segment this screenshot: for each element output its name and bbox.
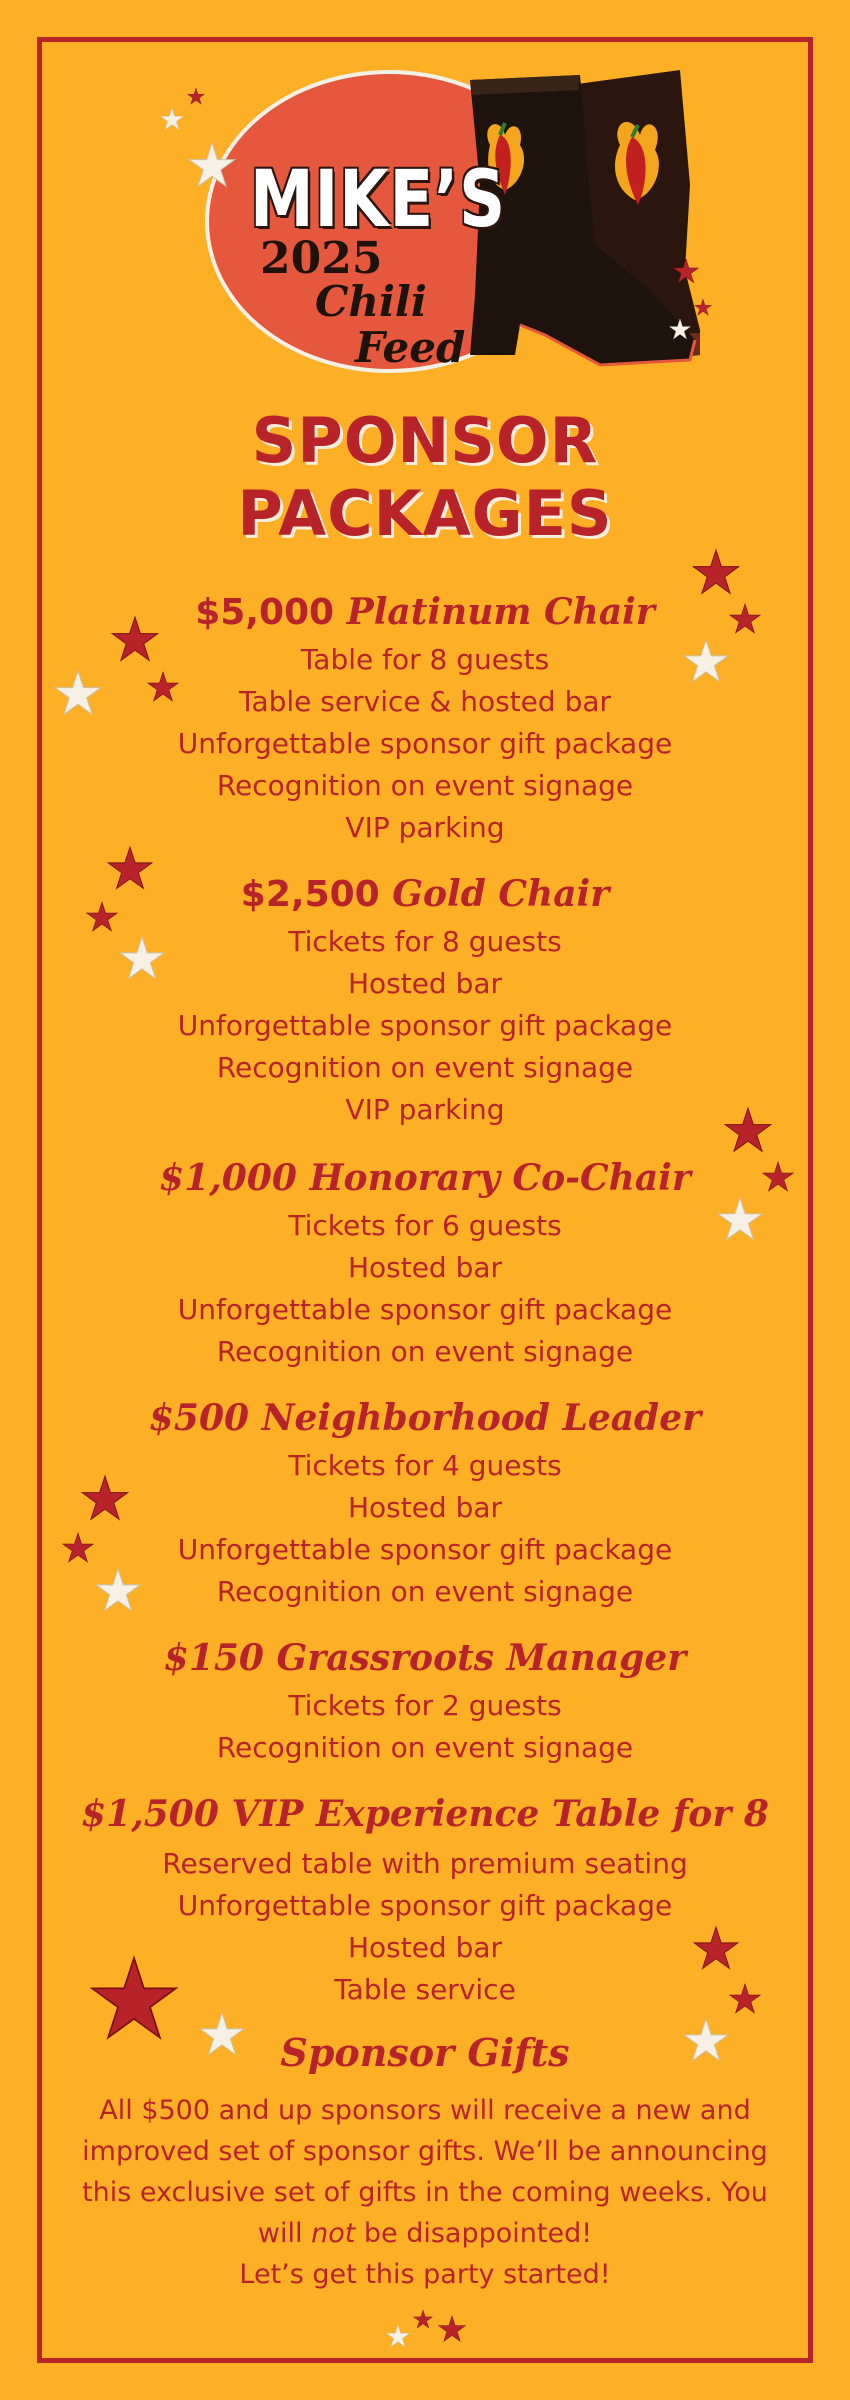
package-title (0, 1636, 850, 1680)
logo-year: 2025 (260, 233, 383, 284)
package-price: $1,500 (81, 1793, 219, 1835)
package-item: Tickets for 4 guests (288, 1449, 562, 1482)
gifts-closing-line: Let’s get this party started! (239, 2259, 611, 2290)
package-item: Table service & hosted bar (238, 685, 612, 718)
package-price: $5,000 (195, 592, 335, 633)
package-item: Unforgettable sponsor gift package (177, 1889, 673, 1922)
package-item: Recognition on event signage (216, 769, 634, 802)
logo-line-chili: Chili (315, 277, 427, 326)
package-name: Gold Chair (392, 873, 610, 915)
package-name: Platinum Chair (346, 591, 655, 633)
package-title (0, 590, 850, 635)
package-item: Unforgettable sponsor gift package (177, 1009, 673, 1042)
package-item: Reserved table with premium seating (162, 1847, 688, 1880)
logo-line-feed: Feed (355, 323, 466, 372)
package-item: Recognition on event signage (216, 1575, 634, 1608)
package-item: Hosted bar (347, 1931, 503, 1964)
package-item: Unforgettable sponsor gift package (177, 1533, 673, 1566)
package-item: Unforgettable sponsor gift package (177, 727, 673, 760)
package-item: VIP parking (345, 811, 505, 844)
page-border (37, 37, 813, 2363)
package-item: Hosted bar (347, 967, 503, 1000)
package-item: Recognition on event signage (216, 1051, 634, 1084)
package-item: Tickets for 2 guests (288, 1689, 562, 1722)
package-price: $1,000 (159, 1157, 297, 1199)
package-price: $2,500 (240, 874, 380, 915)
event-logo (150, 55, 710, 385)
package-title (0, 872, 850, 917)
package-price: $500 (148, 1397, 250, 1439)
page-title-line2: PACKAGES (237, 477, 613, 550)
package-item: Recognition on event signage (216, 1335, 634, 1368)
sponsor-gifts-title: Sponsor Gifts (280, 2030, 570, 2075)
package-item: Recognition on event signage (216, 1731, 634, 1764)
package-item: Hosted bar (347, 1491, 503, 1524)
package-item: Hosted bar (347, 1251, 503, 1284)
package-item: Tickets for 6 guests (288, 1209, 562, 1242)
page-title-line1: SPONSOR (251, 404, 599, 477)
package-item: Table for 8 guests (300, 643, 550, 676)
package-item: VIP parking (345, 1093, 505, 1126)
package-name: VIP Experience Table for 8 (231, 1793, 769, 1835)
package-title (0, 1792, 850, 1836)
package-item: Table service (334, 1973, 516, 2006)
gifts-text-emphasis: not (311, 2218, 356, 2249)
sponsor-gifts-text (70, 2090, 780, 2295)
package-title (0, 1156, 850, 1200)
package-item: Tickets for 8 guests (288, 925, 562, 958)
logo-title: MIKE’S (250, 155, 506, 245)
gifts-text-part2: be disappointed! (355, 2218, 593, 2249)
package-title (0, 1396, 850, 1440)
gifts-text-part1: All $500 and up sponsors will receive a new and improved set of sponsor gifts. We’ll be announcing this exclusive set of gifts in the coming weeks. You will (82, 2095, 768, 2249)
package-item: Unforgettable sponsor gift package (177, 1293, 673, 1326)
package-name: Neighborhood Leader (261, 1397, 702, 1439)
package-name: Grassroots Manager (276, 1637, 687, 1679)
package-name: Honorary Co-Chair (309, 1157, 691, 1199)
package-price: $150 (163, 1637, 264, 1679)
